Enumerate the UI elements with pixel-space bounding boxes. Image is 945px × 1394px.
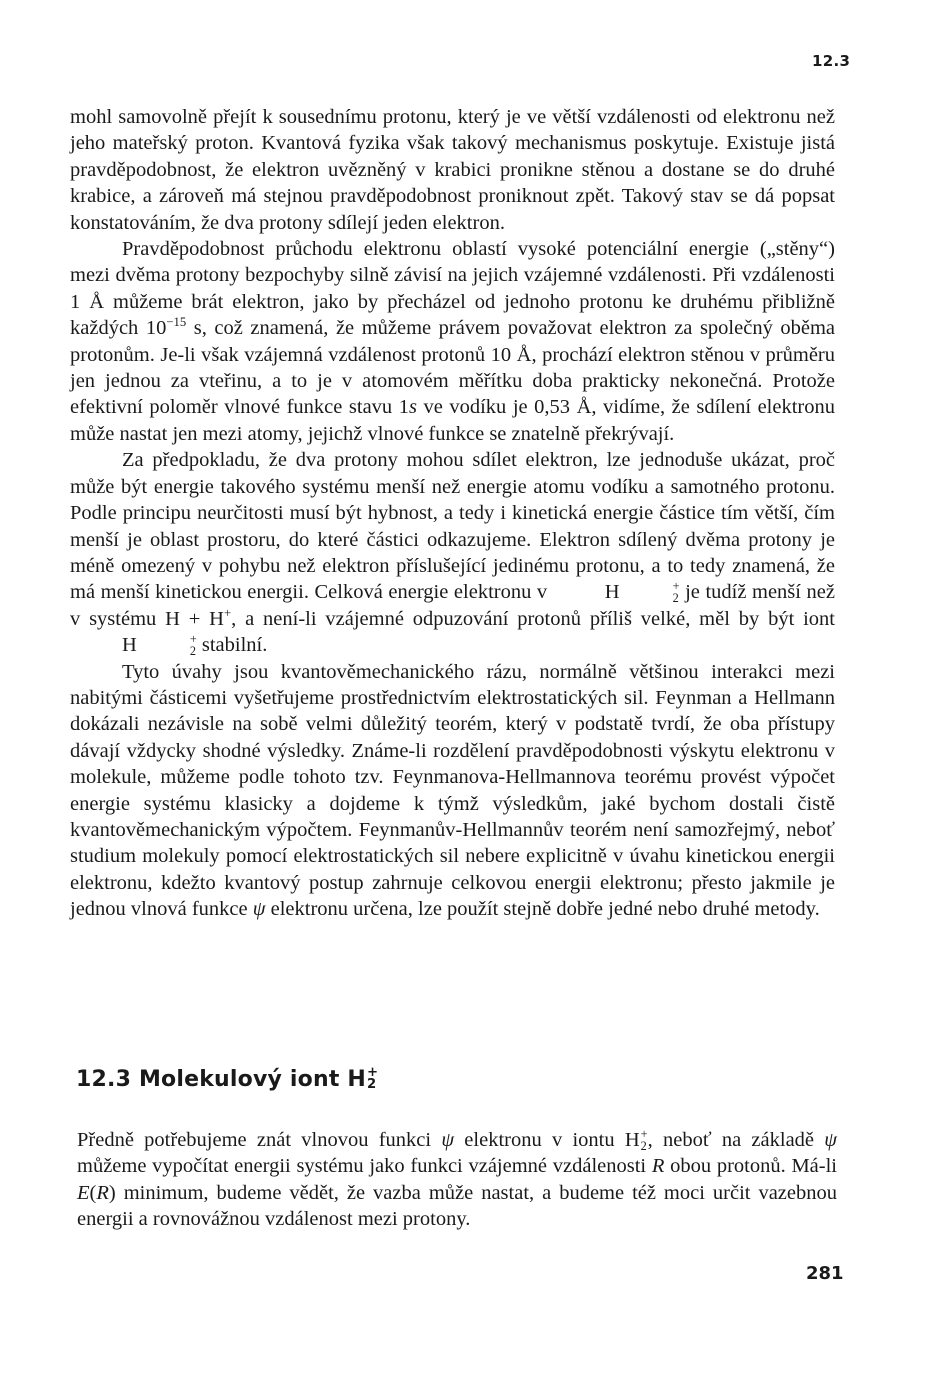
paragraph-4: Tyto úvahy jsou kvantověmechanického rázu, normálně většinou interakci mezi nabitými částicemi vyšetřujeme prostřednictvím elektrostatických sil. Feynman a Hellmann dokázali nezávisle na sobě velmi důležitý teorém, který v podstatě tvrdí, že oba přístupy dávají vždycky shodné výsledky. Známe-li rozdělení pravděpodobnosti výskytu elektronu v molekule, můžeme podle tohoto tzv. Feynmanova-Hellmannova teorému provést výpočet energie systému klasicky a dojdeme k týmž výsledkům, jaké bychom dostali čistě kvantověmechanickým výpočtem. Feynmanův-Hellmannův teorém není samozřejmý, neboť studium molekuly pomocí elektrostatických sil nebere explicitně v úvahu kinetickou energii elektronu, kdežto kvantový postup zahrnuje celkovou energii elektronu; přesto jakmile je jednou vlnová funkce ψ elektronu určena, lze použít stejně dobře jedné nebo druhé metody. xyxy=(70,660,835,921)
section-body-text xyxy=(77,1127,837,1233)
exponent: −15 xyxy=(166,315,187,330)
psi-symbol: ψ xyxy=(441,1129,455,1151)
paragraph-2: Pravděpodobnost průchodu elektronu oblastí vysoké potenciální energie („stěny“) mezi dvěma protony bezpochyby silně závisí na jejich vzájemné vzdálenosti. Při vzdálenosti 1 Å můžeme brát elektron, jako by přecházel od jednoho protonu ke druhému přibližně každých $10^{-15}$ s, což znamená, že můžeme právem považovat elektron za společný oběma protonům. Je-li však vzájemná vzdálenost protonů 10 Å, prochází elektron stěnou v průměru jen jednou za vteřinu, a to je v atomovém měřítku doba prakticky nekonečná. Protože efektivní poloměr vlnové funkce stavu 1s ve vodíku je 0,53 Å, vidíme, že sdílení elektronu může nastat jen mezi atomy, jejichž vlnové funkce se znatelně překrývají. xyxy=(70,238,836,445)
psi-symbol: ψ xyxy=(824,1129,837,1151)
psi-symbol: ψ xyxy=(252,898,266,921)
section-paragraph-1: Předně potřebujeme znát vlnovou funkci ψ elektronu v iontu H + 2 , neboť na základě ψ můžeme vypočítat energii systému jako funkci vzájemné vzdálenosti R obou protonů. Má-li E(R) minimum, budeme vědět, že vazba může nastat, a budeme též moci určit vazebnou energii a rovnovážnou vzdálenost mezi protony. xyxy=(77,1127,837,1231)
paragraph-3: Za předpokladu, že dva protony mohou sdílet elektron, lze jednoduše ukázat, proč může být energie takového systému menší než energie atomu vodíku a samotného protonu. Podle principu neurčitosti musí být hybnost, a tedy i kinetická energie částice tím větší, čím menší je oblast prostoru, do které částici odkazujeme. Elektron sdílený dvěma protony je méně omezený v pohybu než elektron příslušející jedinému protonu, a to tedy znamená, že má menší kinetickou energii. Celková energie elektronu v H + 2 je tudíž menší než v systému H + H+, a není-li vzájemné odpuzování protonů příliš velké, měl by být iont H + 2 stabilní. xyxy=(70,449,835,658)
paragraph-1: mohl samovolně přejít k sousednímu protonu, který je ve větší vzdálenosti od elektronu než jeho mateřský proton. Kvantová fyzika však takový mechanismus poskytuje. Existuje jistá pravděpodobnost, že elektron uvězněný v krabici pronikne stěnou a dostane se do druhé krabice, a zároveň má stejnou pravděpodobnost proniknout zpět. Takový stav se dá popsat konstatováním, že dva protony sdílejí jeden elektron. xyxy=(70,106,835,234)
h2-plus-symbol: H + 2 xyxy=(122,632,197,658)
section-heading: 12.3 Molekulový iont H + 2 xyxy=(76,1064,379,1093)
page-number: 281 xyxy=(806,1263,844,1284)
running-head: 12.3 xyxy=(812,52,851,70)
h2-plus-symbol: H + 2 xyxy=(624,1127,648,1153)
body-text xyxy=(70,104,835,923)
h2-plus-symbol: H + 2 xyxy=(604,579,680,605)
